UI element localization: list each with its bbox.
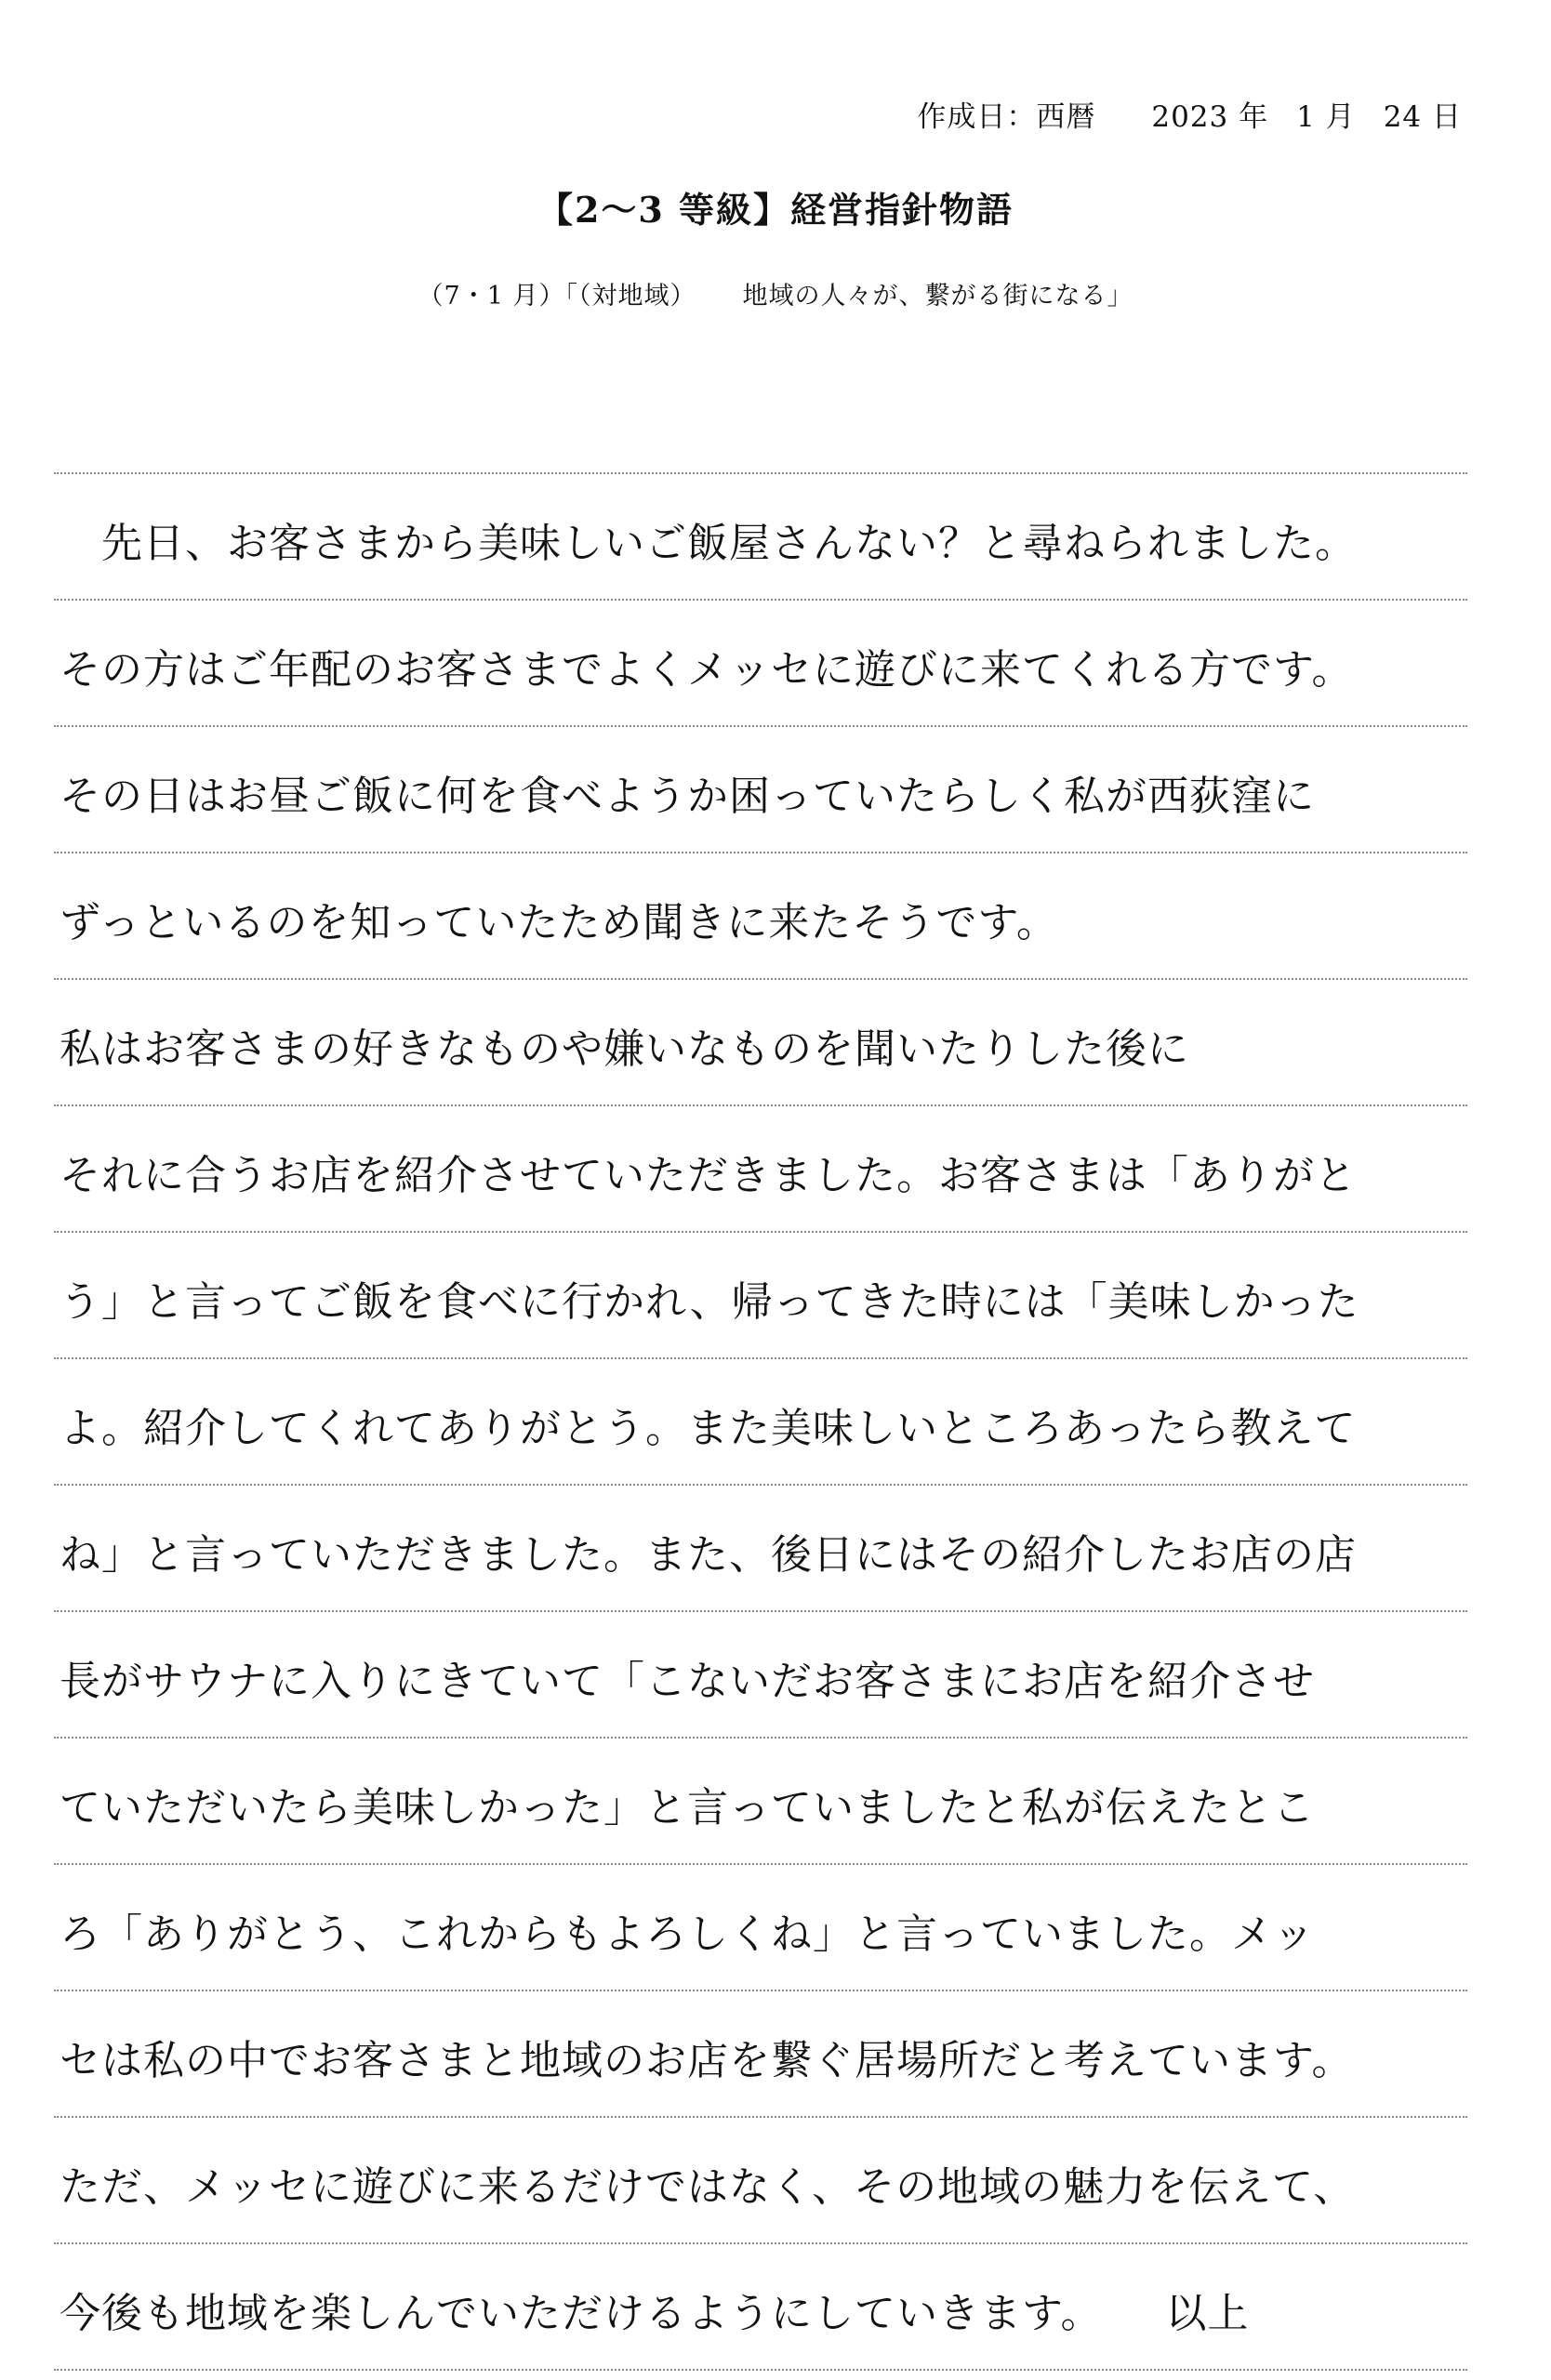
ruled-body xyxy=(54,472,1467,2371)
body-line: よ。紹介してくれてありがとう。また美味しいところあったら教えて xyxy=(54,1359,1467,1486)
document-subtitle xyxy=(0,275,1551,311)
subtitle-body: 地域の人々が、繋がる街になる」 xyxy=(742,282,1133,311)
document-title: 【2～3 等級】経営指針物語 xyxy=(537,189,1014,231)
body-line: 今後も地域を楽しんでいただけるようにしていきます。 以上 xyxy=(54,2244,1467,2371)
creation-date-label: 作成日：西暦 xyxy=(917,100,1096,134)
body-line: ただ、メッセに遊びに来るだけではなく、その地域の魅力を伝えて、 xyxy=(54,2118,1467,2244)
body-line: その方はご年配のお客さまでよくメッセに遊びに来てくれる方です。 xyxy=(54,601,1467,727)
creation-date-day: 24 日 xyxy=(1383,100,1462,134)
body-line: その日はお昼ご飯に何を食べようか困っていたらしく私が西荻窪に xyxy=(54,727,1467,853)
body-line: う」と言ってご飯を食べに行かれ、帰ってきた時には「美味しかった xyxy=(54,1233,1467,1359)
body-line: セは私の中でお客さまと地域のお店を繋ぐ居場所だと考えています。 xyxy=(54,1991,1467,2118)
body-line: 先日、お客さまから美味しいご飯屋さんない？と尋ねられました。 xyxy=(54,474,1467,601)
body-line: ずっといるのを知っていたため聞きに来たそうです。 xyxy=(54,853,1467,980)
creation-date xyxy=(917,93,1462,135)
body-line: それに合うお店を紹介させていただきました。お客さまは「ありがと xyxy=(54,1106,1467,1233)
body-line: ていただいたら美味しかった」と言っていましたと私が伝えたとこ xyxy=(54,1739,1467,1865)
body-line: ね」と言っていただきました。また、後日にはその紹介したお店の店 xyxy=(54,1486,1467,1612)
creation-date-month: 1 月 xyxy=(1296,100,1356,134)
body-line: 私はお客さまの好きなものや嫌いなものを聞いたりした後に xyxy=(54,980,1467,1106)
creation-date-year: 2023 年 xyxy=(1151,100,1269,134)
body-line: ろ「ありがとう、これからもよろしくね」と言っていました。メッ xyxy=(54,1865,1467,1991)
subtitle-prefix: （7・1 月）「（対地域） xyxy=(418,282,696,311)
body-line: 長がサウナに入りにきていて「こないだお客さまにお店を紹介させ xyxy=(54,1612,1467,1739)
